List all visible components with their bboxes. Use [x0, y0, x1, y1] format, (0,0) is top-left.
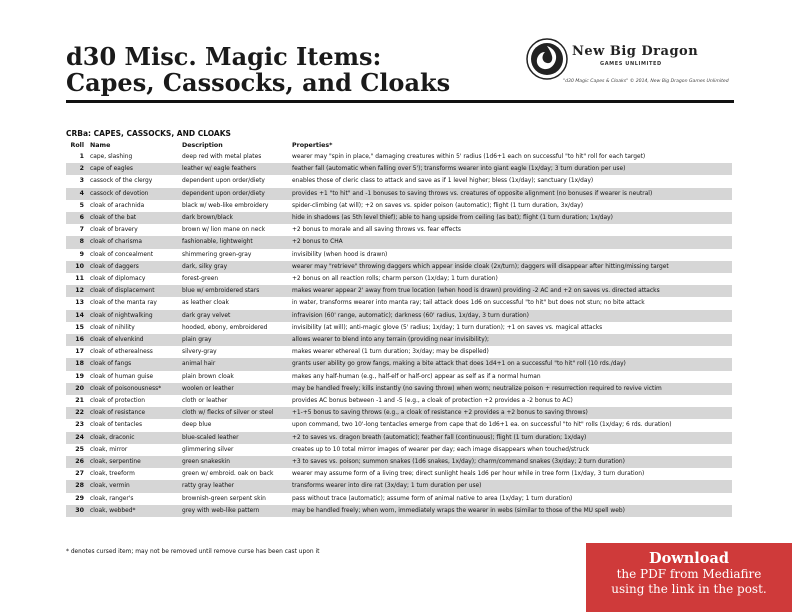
name-cell: cloak of arachnida — [90, 202, 145, 209]
properties-cell: transforms wearer into dire rat (3x/day; 1 turn duration per use) — [290, 480, 732, 492]
header-properties: Properties* — [292, 142, 333, 149]
properties-cell: makes wearer ethereal (1 turn duration; 3x/day; may be dispelled) — [292, 349, 489, 356]
table-row — [66, 346, 732, 358]
name-cell: cloak of nightwalking — [88, 310, 180, 322]
roll-cell: 28 — [66, 480, 88, 492]
description-cell: cloth or leather — [182, 398, 228, 405]
table-row — [66, 285, 732, 297]
header-name: Name — [90, 142, 111, 149]
properties-cell: invisibility (at will); anti-magic glove (5' radius; 1x/day; 1 turn duration); +1 on saves vs. magical attacks — [292, 324, 603, 331]
title-divider — [66, 100, 734, 103]
name-cell: cloak, serpentine — [88, 456, 180, 468]
name-cell: cloak of fangs — [88, 358, 180, 370]
title-line-1: d30 Misc. Magic Items: — [66, 42, 382, 71]
table-row — [66, 432, 732, 444]
table-row — [66, 395, 732, 407]
description-cell: deep red with metal plates — [182, 154, 262, 160]
table-row — [66, 236, 732, 248]
roll-cell: 19 — [75, 372, 84, 380]
properties-cell: spider-climbing (at will); +2 on saves vs. spider poison (automatic); flight (1 turn duration, 3x/day) — [292, 202, 584, 209]
name-cell: cloak of diplomacy — [90, 276, 146, 283]
properties-cell: invisibility (when hood is drawn) — [292, 251, 388, 258]
description-cell: dark gray velvet — [180, 310, 290, 322]
table-row — [66, 273, 732, 285]
description-cell: brownish-green serpent skin — [182, 495, 266, 502]
description-cell: plain gray — [180, 334, 290, 346]
roll-cell: 22 — [66, 407, 88, 419]
properties-cell: wearer may "retrieve" throwing daggers which appear inside cloak (2x/turn); daggers will disappear after hitting/missing target — [290, 261, 732, 273]
footnote: * denotes cursed item; may not be removed until remove curse has been cast upon it — [66, 549, 320, 555]
download-title: Download — [649, 550, 729, 567]
name-cell: cloak, vermin — [88, 480, 180, 492]
table-row — [66, 261, 732, 273]
roll-cell: 10 — [66, 261, 88, 273]
properties-cell: +2 bonus to CHA — [290, 236, 732, 248]
description-cell: cloth w/ flecks of silver or steel — [180, 407, 290, 419]
description-cell: glimmering silver — [182, 446, 234, 453]
properties-cell: creates up to 10 total mirror images of wearer per day; each image disappears when touched/struck — [292, 446, 590, 453]
name-cell: cassock of devotion — [88, 188, 180, 200]
roll-cell: 8 — [66, 236, 88, 248]
copyright-notice: "d30 Magic Capes & Cloaks" © 2014, New Big Dragon Games Unlimited — [563, 79, 729, 84]
roll-cell: 11 — [75, 275, 84, 283]
name-cell: cloak of human guise — [90, 373, 154, 380]
roll-cell: 21 — [75, 397, 84, 405]
description-cell: as leather cloak — [182, 300, 229, 307]
description-cell: hooded, ebony, embroidered — [182, 324, 268, 331]
download-line-2: the PDF from Mediafire — [616, 567, 762, 581]
name-cell: cloak, draconic — [88, 432, 180, 444]
name-cell: cloak of protection — [90, 398, 146, 405]
roll-cell: 15 — [75, 323, 84, 331]
roll-cell: 9 — [79, 250, 84, 258]
properties-cell: hide in shadows (as 5th level thief); able to hang upside from ceiling (as bat); flight (1 turn duration; 1x/day) — [290, 212, 732, 224]
name-cell: cloak, ranger's — [90, 495, 134, 502]
properties-cell: wearer may "spin in place," damaging creatures within 5' radius (1d6+1 each on successful "to hit" roll for each target) — [292, 154, 646, 160]
name-cell: cape of eagles — [88, 163, 180, 175]
properties-cell: infravision (60' range, automatic); darkness (60' radius, 1x/day, 3 turn duration) — [290, 310, 732, 322]
description-cell: dependent upon order/diety — [180, 188, 290, 200]
description-cell: blue-scaled leather — [180, 432, 290, 444]
name-cell: cloak of tentacles — [90, 422, 143, 429]
properties-cell: upon command, two 10'-long tentacles emerge from cape that do 1d6+1 ea. on successful "to hit" rolls (1x/day; 6 rds. duration) — [292, 422, 672, 429]
roll-cell: 16 — [66, 334, 88, 346]
table-row — [66, 444, 732, 456]
table-row — [66, 310, 732, 322]
name-cell: cloak of the manta ray — [90, 300, 157, 307]
table-row — [66, 212, 732, 224]
roll-cell: 30 — [66, 505, 88, 517]
properties-cell: wearer may assume form of a living tree; direct sunlight heals 1d6 per hour while in tree form (1x/day, 3 turn duration) — [292, 471, 645, 478]
properties-cell: makes any half-human (e.g., half-elf or half-orc) appear as self as if a normal human — [292, 373, 541, 380]
download-line-3: using the link in the post. — [611, 582, 767, 596]
table-row — [66, 249, 732, 261]
roll-cell: 13 — [75, 299, 84, 307]
properties-cell: allows wearer to blend into any terrain (providing near invisibility); — [290, 334, 732, 346]
name-cell: cloak of concealment — [90, 251, 154, 258]
description-cell: dark brown/black — [180, 212, 290, 224]
table-row — [66, 358, 732, 370]
description-cell: dependent upon order/diety — [182, 178, 265, 185]
properties-cell: makes wearer appear 2' away from true location (when hood is drawn) providing -2 AC and +2 on saves vs. directed attacks — [290, 285, 732, 297]
name-cell: cloak of displacement — [88, 285, 180, 297]
table-row — [66, 163, 732, 175]
roll-cell: 5 — [79, 201, 84, 209]
table-row — [66, 297, 732, 309]
roll-cell: 4 — [66, 188, 88, 200]
roll-cell: 29 — [75, 494, 84, 502]
table-row — [66, 371, 732, 383]
brand-name: New Big Dragon — [572, 44, 699, 59]
properties-cell: +2 bonus on all reaction rolls; charm person (1x/day; 1 turn duration) — [292, 276, 498, 283]
description-cell: shimmering green-gray — [182, 251, 252, 258]
roll-cell: 7 — [79, 226, 84, 234]
properties-cell: feather fall (automatic when falling over 5'); transforms wearer into giant eagle (1x/day; 3 turn duration per use) — [290, 163, 732, 175]
table-row — [66, 383, 732, 395]
roll-cell: 14 — [66, 310, 88, 322]
description-cell: black w/ web-like embroidery — [182, 202, 269, 209]
title-line-2: Capes, Cassocks, and Cloaks — [66, 68, 451, 97]
name-cell: cassock of the clergy — [90, 178, 153, 185]
name-cell: cloak of elvenkind — [88, 334, 180, 346]
description-cell: blue w/ embroidered stars — [180, 285, 290, 297]
table-title: CRBa: CAPES, CASSOCKS, AND CLOAKS — [66, 129, 231, 138]
roll-cell: 23 — [75, 421, 84, 429]
description-cell: green w/ embroid. oak on back — [182, 471, 274, 478]
name-cell: cloak of the bat — [88, 212, 180, 224]
description-cell: silvery-gray — [182, 349, 217, 356]
roll-cell: 27 — [75, 470, 84, 478]
name-cell: cloak of bravery — [90, 227, 138, 234]
properties-cell: +3 to saves vs. poison; summon snakes (1d6 snakes, 1x/day); charm/command snakes (3x/day; 2 turn duration) — [290, 456, 732, 468]
description-cell: ratty gray leather — [180, 480, 290, 492]
table-row — [66, 493, 732, 505]
description-cell: plain brown cloak — [182, 373, 234, 380]
table-row — [66, 468, 732, 480]
roll-cell: 6 — [66, 212, 88, 224]
header-roll: Roll — [70, 142, 84, 149]
description-cell: brown w/ lion mane on neck — [182, 227, 266, 234]
name-cell: cloak, treeform — [90, 471, 135, 478]
description-cell: green snakeskin — [180, 456, 290, 468]
description-cell: dark, silky gray — [180, 261, 290, 273]
table-row — [66, 151, 732, 163]
header-description: Description — [182, 142, 223, 149]
roll-cell: 26 — [66, 456, 88, 468]
roll-cell: 18 — [66, 358, 88, 370]
roll-cell: 3 — [79, 177, 84, 185]
roll-cell: 2 — [66, 163, 88, 175]
properties-cell: provides AC bonus between -1 and -5 (e.g., a cloak of protection +2 provides a -2 bonus to AC) — [292, 398, 573, 405]
brand-subtitle: GAMES UNLIMITED — [600, 61, 662, 67]
dragon-logo-icon — [526, 38, 568, 80]
roll-cell: 25 — [75, 445, 84, 453]
name-cell: cloak, mirror — [90, 446, 128, 453]
properties-cell: pass without trace (automatic); assume form of animal native to area (1x/day; 1 turn duration) — [292, 495, 573, 502]
name-cell: cloak of poisonousness* — [88, 383, 180, 395]
properties-cell: +2 bonus to morale and all saving throws vs. fear effects — [292, 227, 461, 234]
table-row — [66, 322, 732, 334]
description-cell: woolen or leather — [180, 383, 290, 395]
name-cell: cloak, webbed* — [88, 505, 180, 517]
properties-cell: in water, transforms wearer into manta ray; tail attack does 1d6 on successful "to hit" but does not stun; no bite attack — [292, 300, 645, 307]
table-row — [66, 419, 732, 431]
description-cell: fashionable, lightweight — [180, 236, 290, 248]
table-row — [66, 456, 732, 468]
download-banner[interactable] — [586, 543, 792, 612]
description-cell: forest-green — [182, 276, 219, 283]
table-row — [66, 200, 732, 212]
description-cell: deep blue — [182, 422, 212, 429]
roll-cell: 24 — [66, 432, 88, 444]
description-cell: leather w/ eagle feathers — [180, 163, 290, 175]
table-header-row — [66, 140, 732, 151]
name-cell: cloak of charisma — [88, 236, 180, 248]
description-cell: grey with web-like pattern — [180, 505, 290, 517]
table-row — [66, 224, 732, 236]
roll-cell: 12 — [66, 285, 88, 297]
name-cell: cloak of resistance — [88, 407, 180, 419]
table-row — [66, 175, 732, 187]
properties-cell: enables those of cleric class to attack and save as if 1 level higher; bless (1x/day); sanctuary (1x/day) — [292, 178, 594, 185]
table-row — [66, 480, 732, 492]
table-row — [66, 505, 732, 517]
description-cell: animal hair — [180, 358, 290, 370]
properties-cell: may be handled freely; when worn, immediately wraps the wearer in webs (similar to those of the MU spell web) — [290, 505, 732, 517]
properties-cell: grants user ability go grow fangs, making a bite attack that does 1d4+1 on a successful "to hit" roll (10 rds./day) — [290, 358, 732, 370]
properties-cell: +1-+5 bonus to saving throws (e.g., a cloak of resistance +2 provides a +2 bonus to saving throws) — [290, 407, 732, 419]
page-title — [66, 44, 506, 96]
roll-cell: 1 — [79, 153, 84, 160]
name-cell: cloak of daggers — [88, 261, 180, 273]
name-cell: cloak of etherealness — [90, 349, 153, 356]
properties-cell: +2 to saves vs. dragon breath (automatic); feather fall (continuous); flight (1 turn duration; 1x/day) — [290, 432, 732, 444]
name-cell: cloak of nihility — [90, 324, 135, 331]
table-row — [66, 334, 732, 346]
roll-cell: 17 — [75, 348, 84, 356]
roll-cell: 20 — [66, 383, 88, 395]
name-cell: cape, slashing — [90, 154, 133, 160]
properties-cell: provides +1 "to hit" and -1 bonuses to saving throws vs. creatures of opposite alignment (no bonuses if wearer is neutral) — [290, 188, 732, 200]
table-row — [66, 188, 732, 200]
magic-items-table — [66, 140, 732, 517]
properties-cell: may be handled freely; kills instantly (no saving throw) when worn; neutralize poison + resurrection required to revive victim — [290, 383, 732, 395]
table-row — [66, 407, 732, 419]
